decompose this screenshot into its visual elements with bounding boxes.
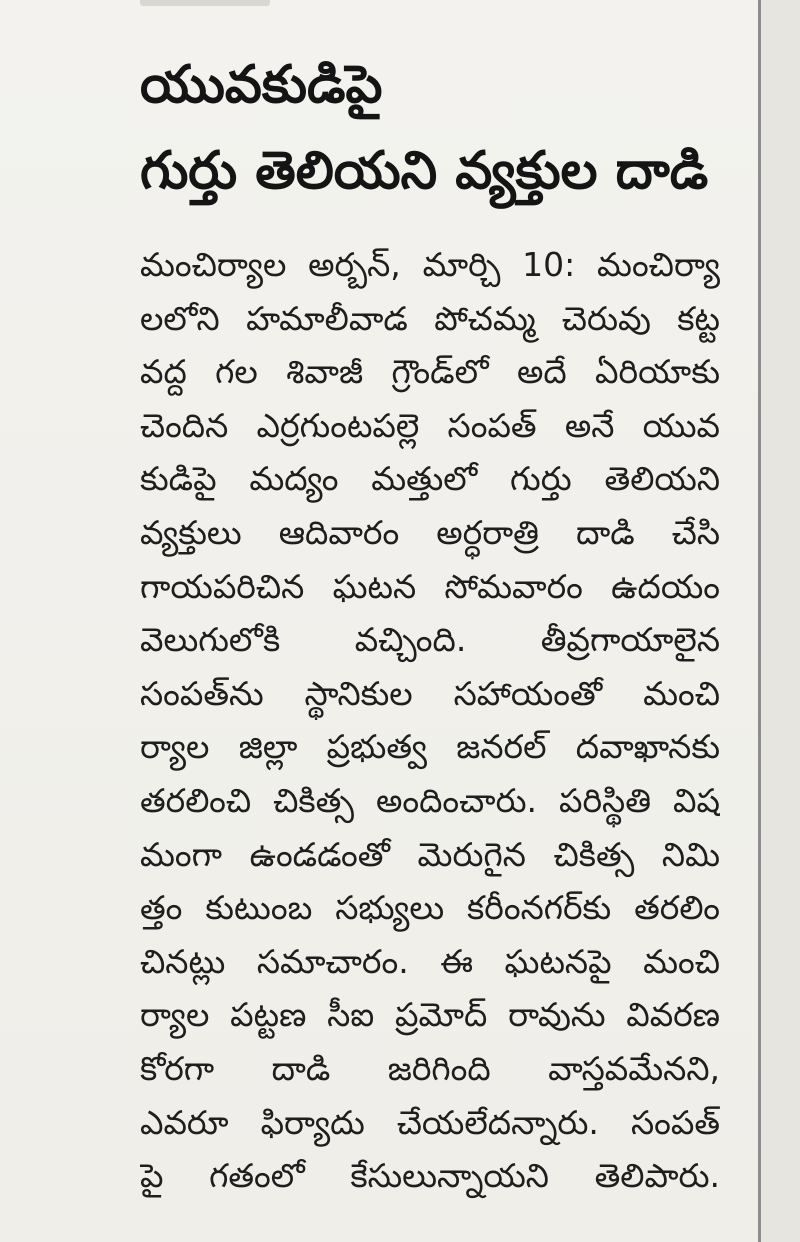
body-line: వ్యక్తులు ఆదివారం అర్ధరాత్రి దాడి చేసి (140, 512, 720, 552)
body-line: ర్యాల పట్టణ సీఐ ప్రమోద్ రావును వివరణ (140, 995, 720, 1035)
body-line: లలోని హమాలీవాడ పోచమ్మ చెరువు కట్ట (140, 298, 720, 338)
body-line: ర్యాల జిల్లా ప్రభుత్వ జనరల్ దవాఖానకు (140, 727, 720, 767)
body-line: గాయపరిచిన ఘటన సోమవారం ఉదయం (140, 566, 720, 606)
body-line: త్తం కుటుంబ సభ్యులు కరీంనగర్‌కు తరలిం (140, 888, 720, 928)
body-line: ఎవరూ ఫిర్యాదు చేయలేదన్నారు. సంపత్ (140, 1102, 720, 1142)
headline-line-2: గుర్తు తెలియని వ్యక్తుల దాడి (140, 141, 709, 201)
body-line: వద్ద గల శివాజీ గ్రౌండ్‌లో అదే ఏరియాకు (140, 352, 720, 392)
headline-line-1: యువకుడిపై (140, 55, 383, 115)
body-line: కోరగా దాడి జరిగింది వాస్తవమేనని, (140, 1048, 720, 1088)
body-line: వెలుగులోకి వచ్చింది. తీవ్రగాయాలైన (140, 620, 720, 660)
body-line: సంపత్‌ను స్థానికుల సహాయంతో మంచి (140, 673, 720, 713)
body-line: చినట్లు సమాచారం. ఈ ఘటనపై మంచి (140, 941, 720, 981)
body-line: మంగా ఉండడంతో మెరుగైన చికిత్స నిమి (140, 834, 720, 874)
article-body (140, 238, 720, 1203)
body-line: చెందిన ఎర్రగుంటపల్లె సంపత్ అనే యువ (140, 405, 720, 445)
previous-article-edge (140, 0, 270, 6)
body-line: మంచిర్యాల అర్బన్, మార్చి 10: మంచిర్యా (140, 245, 720, 284)
body-line: కుడిపై మద్యం మత్తులో గుర్తు తెలియని (140, 459, 720, 499)
adjacent-column-margin (761, 0, 800, 1242)
body-line: తరలించి చికిత్స అందించారు. పరిస్థితి విష (140, 780, 720, 820)
body-line: పై గతంలో కేసులున్నాయని తెలిపారు. (140, 1156, 720, 1196)
article-headline (140, 42, 740, 214)
